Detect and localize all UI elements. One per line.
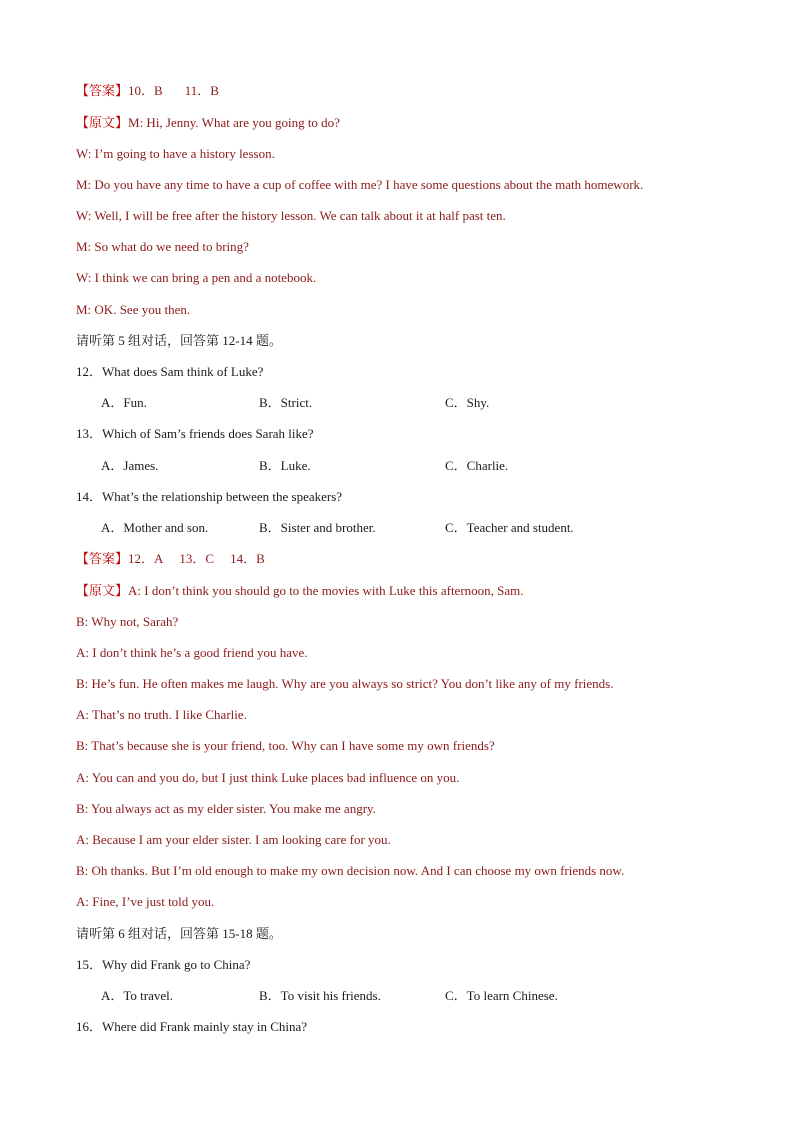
q13-option-b: B．Luke.	[259, 458, 311, 473]
question-12: 12．What does Sam think of Luke?	[76, 364, 264, 379]
answer-tag: 【答案】	[76, 551, 129, 566]
q12-option-c: C．Shy.	[445, 395, 490, 410]
transcript-line: B: You always act as my elder sister. You make me angry.	[76, 801, 376, 816]
q15-option-b: B．To visit his friends.	[259, 988, 381, 1003]
transcript-line: M: Do you have any time to have a cup of coffee with me? I have some questions about the math homework.	[76, 177, 644, 192]
transcript-line: M: OK. See you then.	[76, 302, 191, 317]
transcript-line: B: Oh thanks. But I’m old enough to make my own decision now. And I can choose my own friends now.	[76, 863, 625, 878]
q13-option-c: C．Charlie.	[445, 458, 509, 473]
answer-11: 11．B	[184, 83, 219, 98]
question-16: 16．Where did Frank mainly stay in China?	[76, 1019, 308, 1034]
transcript-line	[76, 582, 524, 600]
transcript-line: A: Because I am your elder sister. I am looking care for you.	[76, 832, 391, 847]
answer-13: 13．C	[179, 551, 215, 566]
transcript-line: W: Well, I will be free after the history lesson. We can talk about it at half past ten.	[76, 208, 506, 223]
q13-option-a: A．James.	[101, 458, 159, 473]
transcript-line: B: He’s fun. He often makes me laugh. Why are you always so strict? You don’t like any of my friends.	[76, 676, 614, 691]
answer-12: 12．A	[128, 551, 164, 566]
q15-option-a: A．To travel.	[101, 988, 174, 1003]
answer-tag: 【答案】	[76, 83, 129, 98]
source-tag: 【原文】	[76, 583, 129, 598]
answer-line-12-14	[76, 550, 265, 568]
q14-option-b: B．Sister and brother.	[259, 520, 376, 535]
transcript-line: B: Why not, Sarah?	[76, 614, 179, 629]
section-instruction: 请听第 6 组对话，回答第 15-18 题。	[76, 926, 282, 941]
transcript-line: A: Fine, I’ve just told you.	[76, 894, 215, 909]
transcript-text: A: I don’t think you should go to the movies with Luke this afternoon, Sam.	[128, 583, 524, 598]
transcript-line: A: You can and you do, but I just think Luke places bad influence on you.	[76, 770, 460, 785]
answer-line-10-11	[76, 82, 219, 100]
q15-option-c: C．To learn Chinese.	[445, 988, 558, 1003]
transcript-line: M: So what do we need to bring?	[76, 239, 249, 254]
source-tag: 【原文】	[76, 115, 129, 130]
transcript-line: W: I’m going to have a history lesson.	[76, 146, 275, 161]
question-15: 15．Why did Frank go to China?	[76, 957, 251, 972]
transcript-line: B: That’s because she is your friend, too. Why can I have some my own friends?	[76, 738, 495, 753]
answer-10: 10．B	[128, 83, 163, 98]
transcript-line: W: I think we can bring a pen and a notebook.	[76, 270, 317, 285]
transcript-line: A: That’s no truth. I like Charlie.	[76, 707, 247, 722]
transcript-line	[76, 114, 340, 132]
q14-option-c: C．Teacher and student.	[445, 520, 574, 535]
transcript-line: A: I don’t think he’s a good friend you have.	[76, 645, 308, 660]
question-13: 13．Which of Sam’s friends does Sarah like?	[76, 426, 314, 441]
transcript-text: M: Hi, Jenny. What are you going to do?	[128, 115, 340, 130]
answer-14: 14．B	[230, 551, 265, 566]
section-instruction: 请听第 5 组对话，回答第 12-14 题。	[76, 333, 282, 348]
q12-option-a: A．Fun.	[101, 395, 147, 410]
q14-option-a: A．Mother and son.	[101, 520, 209, 535]
question-14: 14．What’s the relationship between the speakers?	[76, 489, 343, 504]
q12-option-b: B．Strict.	[259, 395, 313, 410]
